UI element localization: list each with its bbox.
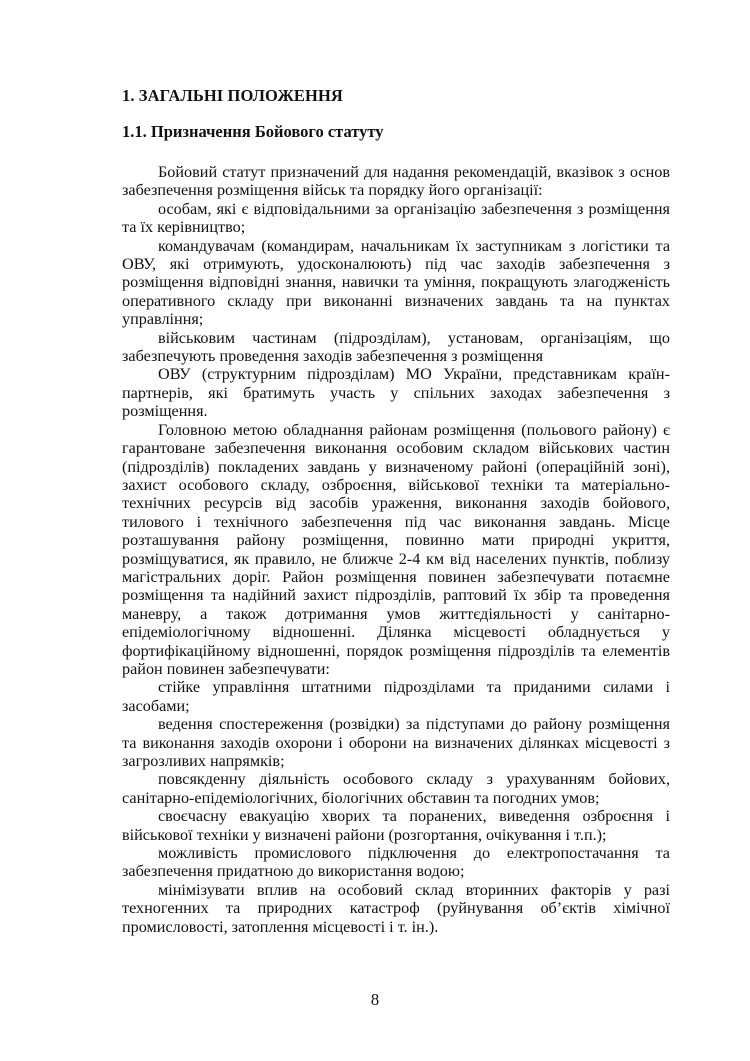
paragraph-list-item: можливість промислового підключення до електропостачання та забезпечення придатною до використання водою; [122,844,670,881]
paragraph-list-item: повсякденну діяльність особового складу з урахуванням бойових, санітарно-епідеміологічних, біологічних обставин та погодних умов; [122,770,670,807]
section-heading: 1. ЗАГАЛЬНІ ПОЛОЖЕННЯ [122,86,343,105]
paragraph-intro: Бойовий статут призначений для надання рекомендацій, вказівок з основ забезпечення розміщення військ та порядку його організації: [122,163,670,200]
paragraph-list-item: ОВУ (структурним підрозділам) МО України, представникам країн-партнерів, які братимуть участь у спільних заходах забезпечення з розміщення. [122,365,670,421]
paragraph-list-item: командувачам (командирам, начальникам їх заступникам з логістики та ОВУ, які отримують, удосконалюють) під час заходів забезпечення з розміщення відповідні знання, навички та уміння, покращують злагодженість оперативного складу при виконанні визначених завдань та на пунктах управління; [122,236,670,329]
subsection-heading: 1.1. Призначення Бойового статуту [122,122,384,141]
body-text [122,163,670,936]
paragraph-list-item: своєчасну евакуацію хворих та поранених, виведення озброєння і військової техніки у визначені райони (розгортання, очікування і т.п.); [122,807,670,844]
page-number: 8 [370,990,380,1009]
paragraph-list-item: особам, які є відповідальними за організацію забезпечення з розміщення та їх керівництво; [122,199,670,237]
paragraph-list-item: мінімізувати вплив на особовий склад вторинних факторів у разі техногенних та природних катастроф (руйнування об’єктів хімічної промисловості, затоплення місцевості і т. ін.). [122,880,670,936]
paragraph-list-item: стійке управління штатними підрозділами та приданими силами і засобами; [122,678,670,715]
paragraph-list-item: військовим частинам (підрозділам), установам, організаціям, що забезпечують проведення заходів забезпечення з розміщення [122,328,670,366]
paragraph-list-item: ведення спостереження (розвідки) за підступами до району розміщення та виконання заходів охорони і оборони на визначених ділянках місцевості з загрозливих напрямків; [122,715,670,770]
paragraph-main-purpose: Головною метою обладнання районам розміщення (польового району) є гарантоване забезпечення виконання особовим складом військових частин (підрозділів) покладених завдань у визначеному районі (операційній зоні), захист особового складу, озброєння, військової техніки та матеріально-технічних ресурсів від засобів ураження, виконання заходів бойового, тилового і технічного забезпечення під час виконання завдань. Місце розташування району розміщення, повинно мати природні укриття, розміщуватися, як правило, не ближче 2-4 км від населених пунктів, поблизу магістральних доріг. Район розміщення повинен забезпечувати потаємне розміщення та надійний захист підрозділів, раптовий їх збір та проведення маневру, а також дотримання умов життєдіяльності у санітарно-епідеміологічному відношенні. Ділянка місцевості обладнується у фортифікаційному відношенні, порядок розміщення підрозділів та елементів район повинен забезпечувати: [122,420,670,678]
